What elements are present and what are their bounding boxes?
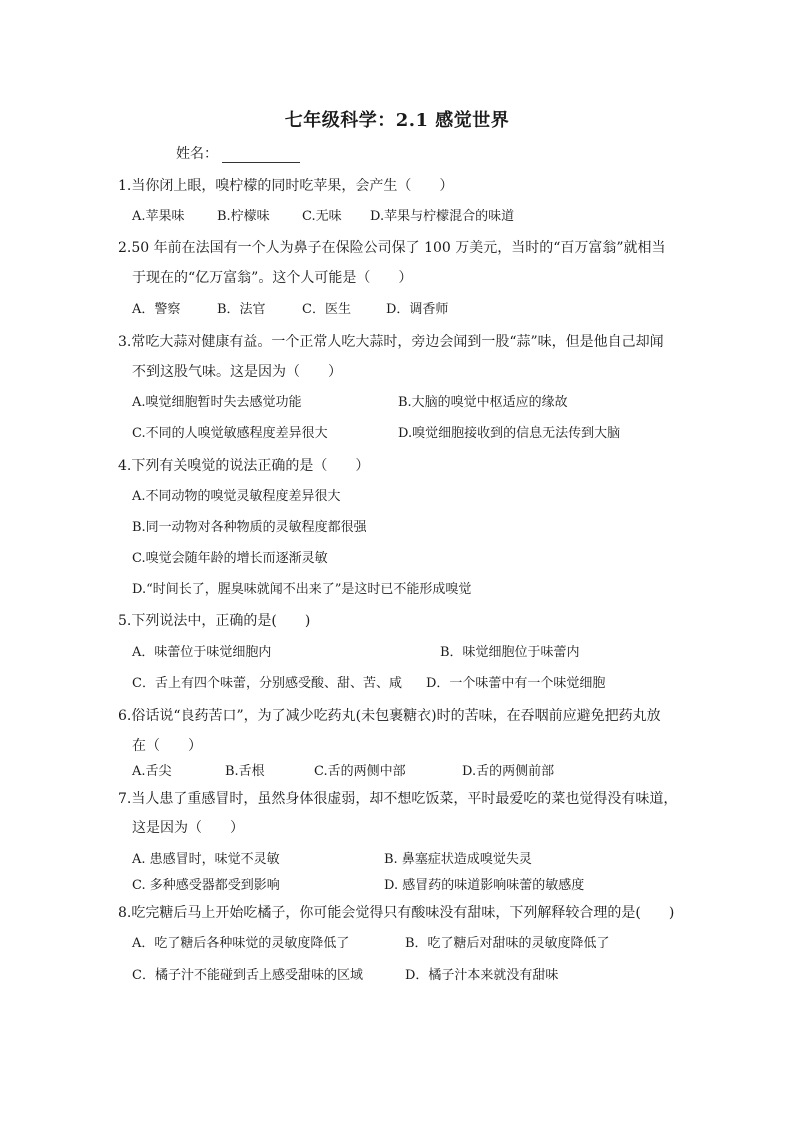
question-5-option-b: B．味觉细胞位于味蕾内 <box>440 645 580 660</box>
question-5-stem: 5.下列说法中，正确的是( ) <box>118 613 311 629</box>
page-title: 七年级科学：2.1 感觉世界 <box>284 110 510 131</box>
question-3-option-b: B.大脑的嗅觉中枢适应的缘故 <box>398 395 568 410</box>
question-6-stem: 6.俗话说“良药苦口”，为了减少吃药丸(未包裹糖衣)时的苦味，在吞咽前应避免把药丸放 <box>118 708 661 724</box>
name-blank-line[interactable] <box>222 148 300 163</box>
question-5-option-a: A．味蕾位于味觉细胞内 <box>132 645 272 660</box>
question-6-stem-cont: 在（ ） <box>132 738 202 754</box>
question-7-option-a: A. 患感冒时，味觉不灵敏 <box>132 852 280 867</box>
question-4-option-a: A.不同动物的嗅觉灵敏程度差异很大 <box>132 489 341 504</box>
question-4-option-c: C.嗅觉会随年龄的增长而逐渐灵敏 <box>132 551 328 566</box>
question-1-option-c: C.无味 <box>302 209 342 224</box>
question-7-option-d: D. 感冒药的味道影响味蕾的敏感度 <box>384 878 585 893</box>
question-7-stem-cont: 这是因为（ ） <box>132 820 244 836</box>
question-8-stem: 8.吃完糖后马上开始吃橘子，你可能会觉得只有酸味没有甜味，下列解释较合理的是( ) <box>118 905 675 921</box>
question-4-option-d: D.“时间长了，腥臭味就闻不出来了”是这时已不能形成嗅觉 <box>132 582 472 597</box>
question-4-stem: 4.下列有关嗅觉的说法正确的是（ ） <box>118 458 370 474</box>
question-8-option-b: B．吃了糖后对甜味的灵敏度降低了 <box>405 936 610 951</box>
question-2-option-c: C．医生 <box>302 302 351 317</box>
question-3-option-d: D.嗅觉细胞接收到的信息无法传到大脑 <box>398 426 621 441</box>
question-3-stem: 3.常吃大蒜对健康有益。一个正常人吃大蒜时，旁边会闻到一股“蒜”味，但是他自己却闻 <box>118 334 664 350</box>
question-2-option-a: A．警察 <box>132 302 181 317</box>
question-7-option-c: C. 多种感受器都受到影响 <box>132 878 280 893</box>
question-6-option-b: B.舌根 <box>225 764 265 779</box>
question-6-option-c: C.舌的两侧中部 <box>314 764 406 779</box>
question-2-stem: 2.50 年前在法国有一个人为鼻子在保险公司保了 100 万美元，当时的“百万富翁”就相当 <box>118 240 666 256</box>
question-7-stem: 7.当人患了重感冒时，虽然身体很虚弱，却不想吃饭菜，平时最爱吃的菜也觉得没有味道， <box>118 791 678 807</box>
question-2-stem-cont: 于现在的“亿万富翁”。这个人可能是（ ） <box>132 270 413 286</box>
question-6-option-d: D.舌的两侧前部 <box>462 764 555 779</box>
question-3-option-a: A.嗅觉细胞暂时失去感觉功能 <box>132 395 302 410</box>
question-8-option-c: C．橘子汁不能碰到舌上感受甜味的区域 <box>132 968 363 983</box>
name-field <box>176 143 300 163</box>
question-3-option-c: C.不同的人嗅觉敏感程度差异很大 <box>132 426 328 441</box>
question-4-option-b: B.同一动物对各种物质的灵敏程度都很强 <box>132 520 367 535</box>
question-1-stem: 1.当你闭上眼，嗅柠檬的同时吃苹果，会产生（ ） <box>118 178 454 194</box>
question-5-option-d: D．一个味蕾中有一个味觉细胞 <box>426 676 606 691</box>
question-2-option-d: D．调香师 <box>386 302 449 317</box>
question-2-option-b: B．法官 <box>217 302 266 317</box>
question-7-option-b: B. 鼻塞症状造成嗅觉失灵 <box>384 852 532 867</box>
question-3-stem-cont: 不到这股气味。这是因为（ ） <box>132 364 342 380</box>
question-1-option-d: D.苹果与柠檬混合的味道 <box>370 209 515 224</box>
name-label: 姓名： <box>176 146 218 162</box>
question-1-option-b: B.柠檬味 <box>217 209 270 224</box>
question-6-option-a: A.舌尖 <box>132 764 172 779</box>
question-8-option-a: A．吃了糖后各种味觉的灵敏度降低了 <box>132 936 350 951</box>
question-5-option-c: C．舌上有四个味蕾，分别感受酸、甜、苦、咸 <box>132 676 402 691</box>
question-8-option-d: D．橘子汁本来就没有甜味 <box>405 968 559 983</box>
question-1-option-a: A.苹果味 <box>132 209 185 224</box>
